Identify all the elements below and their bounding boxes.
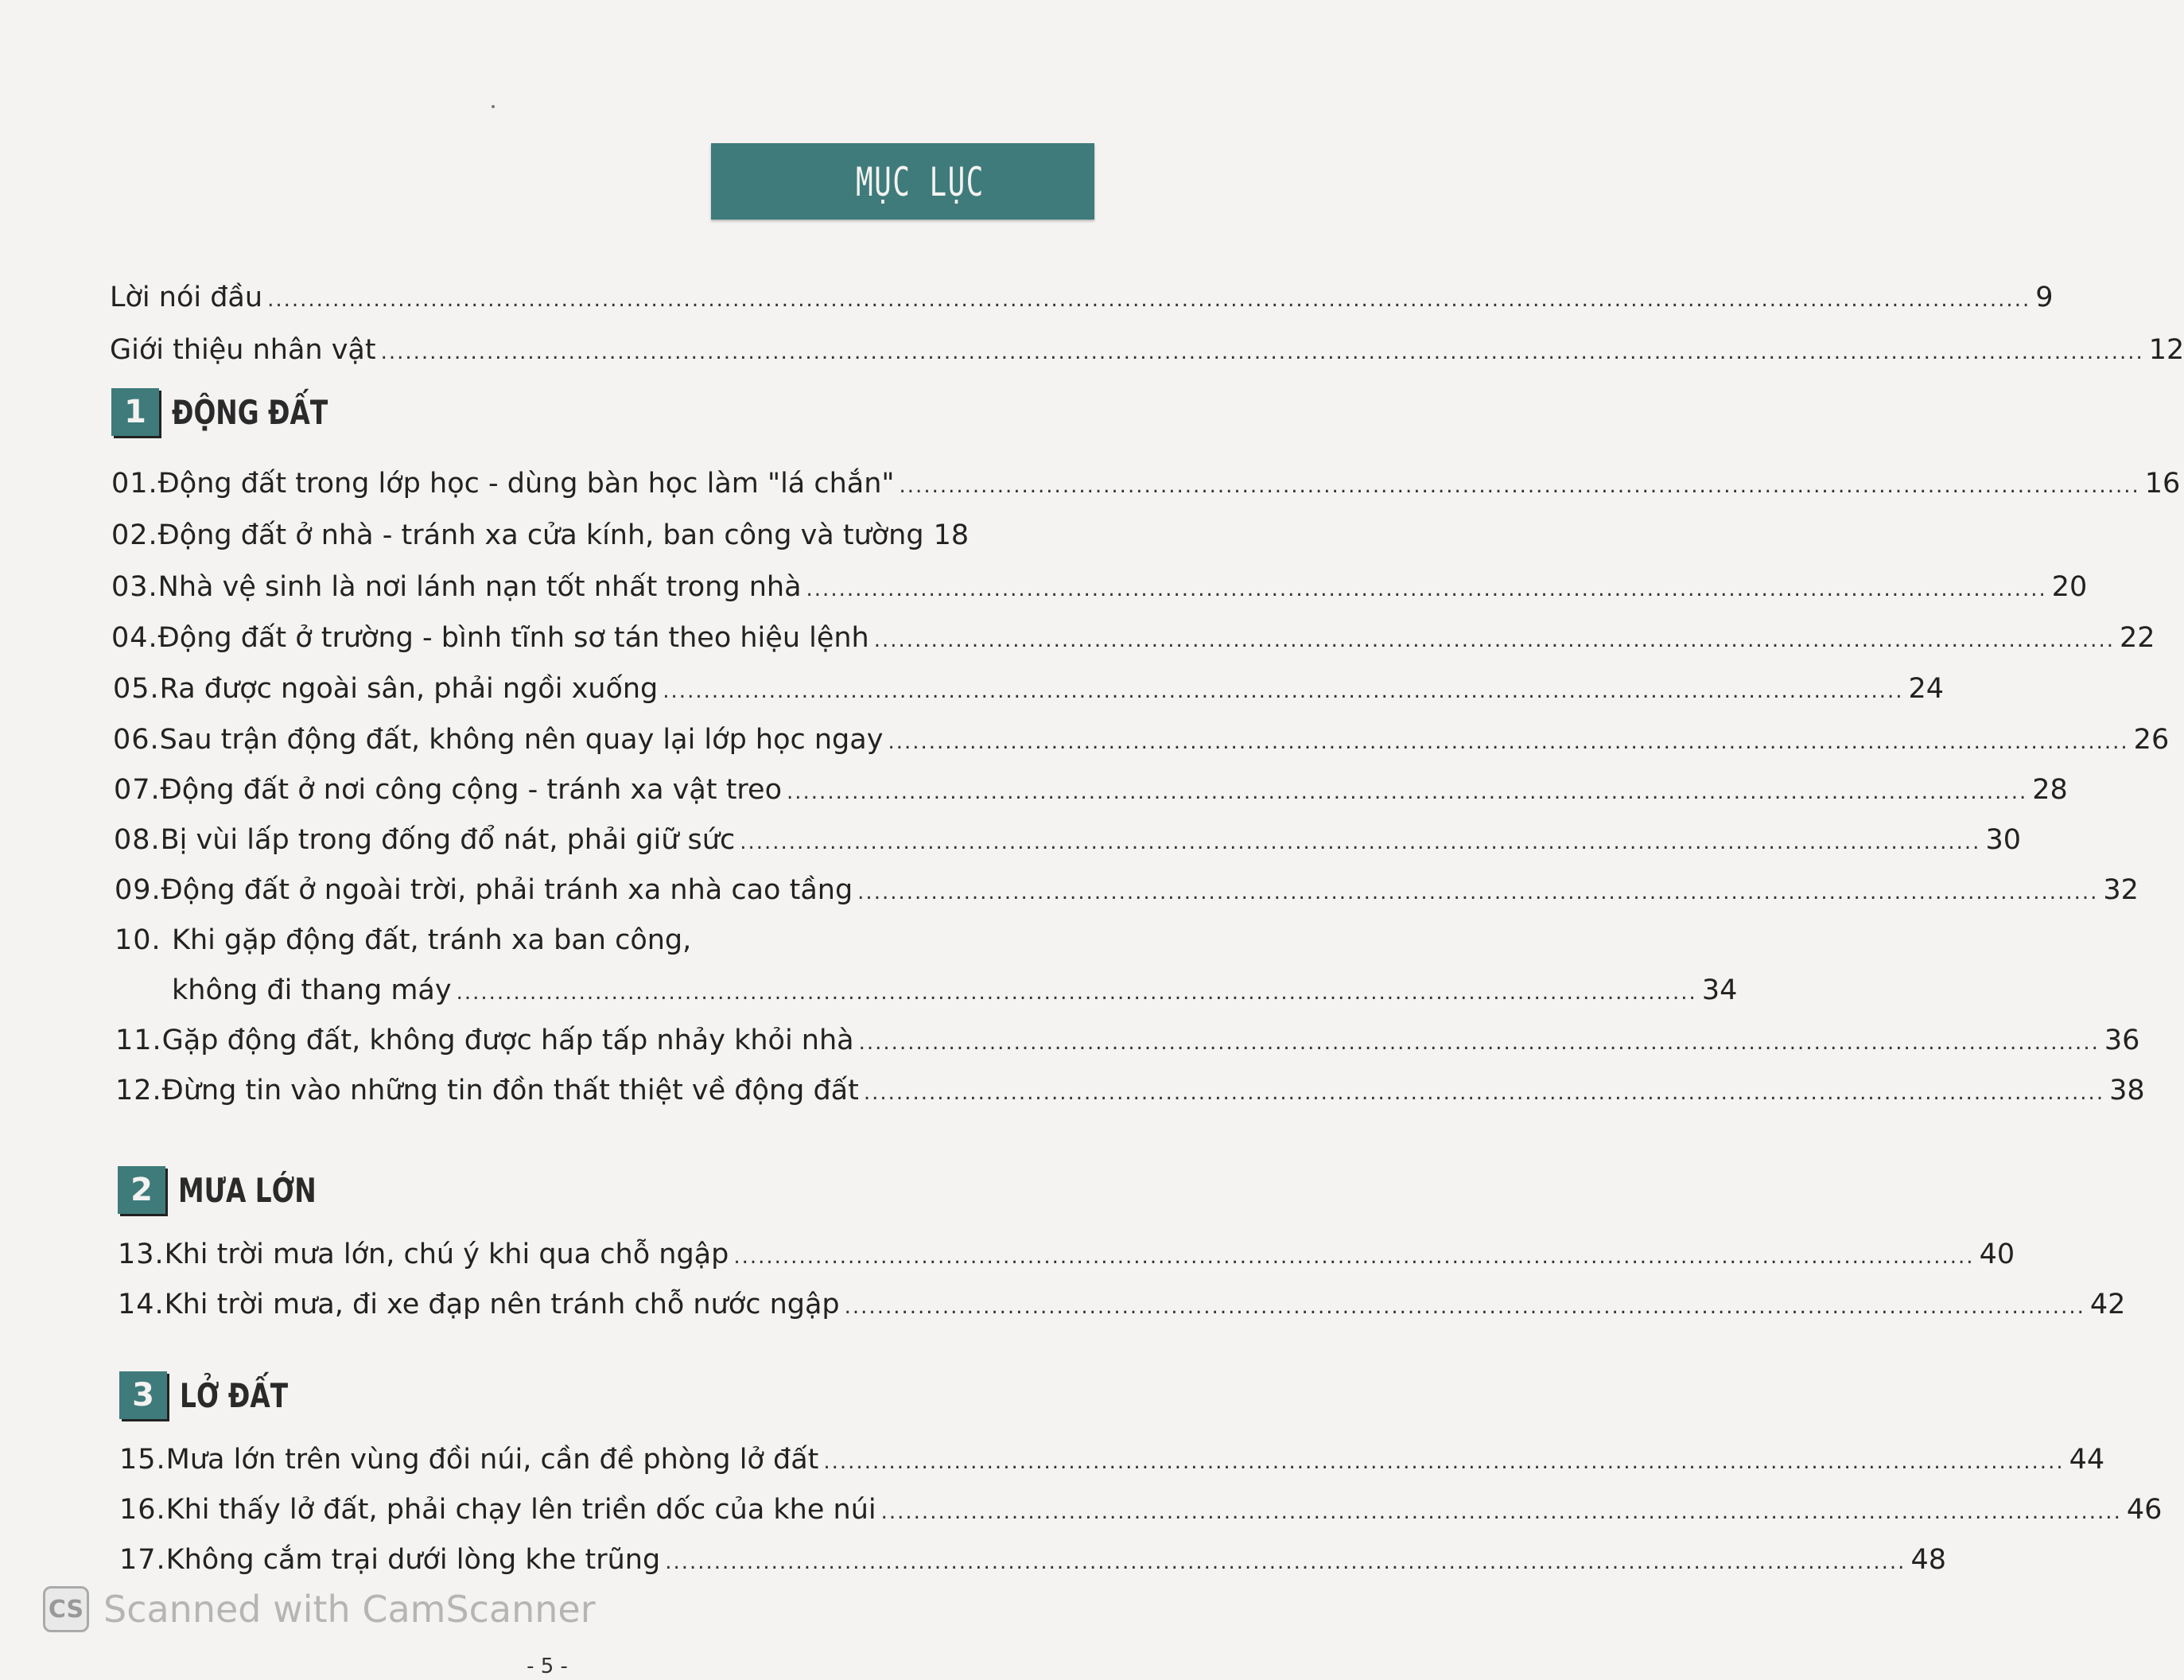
toc-entry-page: 9 [2035,282,2054,313]
leader-dots: ........................................................................................................................................................ [857,881,2099,904]
toc-entry-title: Động đất ở ngoài trời, phải tránh xa nhà cao tầng [161,874,853,906]
toc-entry [111,519,970,551]
toc-entry-preface [110,282,2054,313]
toc-entry-title: Động đất ở nhà - tránh xa cửa kính, ban công và tường [157,519,924,551]
section-number-badge: 1 [111,388,159,436]
leader-dots: ........................................................................................................................................................ [740,830,1981,854]
leader-dots: ........................................................................................................................................................ [733,1245,1975,1269]
toc-entry-number: 05. [113,673,160,705]
leader-dots: ........................................................................................................................................................ [663,679,1904,703]
toc-entry [111,622,2155,654]
toc-entry-page: 34 [1701,974,1738,1006]
section-number-badge: 2 [118,1166,165,1214]
toc-entry-page: 48 [1910,1544,1946,1576]
toc-entry-characters [110,334,2184,366]
toc-entry-number: 17. [119,1544,166,1576]
toc-entry-number: 06. [113,724,160,756]
leader-dots: ........................................................................................................................................................................................................................ [267,288,2031,312]
toc-entry-page: 16 [2144,468,2181,500]
toc-entry [111,468,2181,500]
toc-entry-title: Khi trời mưa, đi xe đạp nên tránh chỗ nước ngập [164,1289,840,1320]
section-heading-1 [111,388,372,436]
leader-dots: ........................................................................................................................................................ [880,1500,2122,1524]
toc-entry-page: 36 [2104,1025,2140,1056]
toc-entry [119,1544,1946,1576]
toc-entry-number: 09. [115,874,161,906]
toc-entry [115,874,2139,906]
toc-entry-title: Khi trời mưa lớn, chú ý khi qua chỗ ngập [164,1239,729,1270]
toc-entry-number: 15. [119,1444,166,1476]
toc-entry-multiline [115,924,948,956]
toc-entry-page: 12 [2148,334,2184,366]
toc-entry-page: 18 [933,519,970,551]
leader-dots: ........................................................................................................................................................ [787,780,2028,804]
toc-entry [119,1494,2163,1526]
toc-entry-page: 30 [1985,824,2021,856]
section-heading-3 [119,1371,318,1419]
leader-dots: ........................................................................................................................................................ [899,474,2140,498]
toc-entry-number: 10. [115,924,161,956]
header-band [711,143,1094,220]
toc-entry [115,1025,2140,1056]
toc-entry-title: Sau trận động đất, không nên quay lại lớp học ngay [159,724,884,756]
toc-entry-title: Nhà vệ sinh là nơi lánh nạn tốt nhất trong nhà [157,571,802,603]
watermark-text: Scanned with CamScanner [103,1588,596,1631]
toc-entry-title: Không cắm trại dưới lòng khe trũng [165,1544,661,1576]
toc-entry-title: Động đất trong lớp học - dùng bàn học làm "lá chắn" [157,468,895,500]
toc-entry [119,1444,2105,1476]
toc-entry [115,1075,2145,1106]
toc-entry-title: Mưa lớn trên vùng đồi núi, cần đề phòng lở đất [165,1444,819,1476]
camscanner-logo-icon: CS [43,1586,89,1632]
toc-entry-page: 24 [1908,673,1945,705]
toc-entry-number: 11. [115,1025,162,1056]
leader-dots: ........................................................................................................................................................ [888,730,2129,754]
toc-entry-number: 01. [111,468,158,500]
toc-entry-page: 46 [2126,1494,2163,1526]
leader-dots: ........................................................................................................................................................ [823,1450,2065,1474]
leader-dots: ........................................................................................................................................................................................................................ [380,340,2144,364]
leader-dots: ........................................................................................................................................................ [863,1081,2105,1105]
toc-entry-number: 12. [115,1075,162,1106]
toc-entry-page: 38 [2109,1075,2145,1106]
toc-entry-title: Khi thấy lở đất, phải chạy lên triền dốc của khe núi [165,1494,876,1526]
page-number: - 5 - [527,1655,568,1678]
leader-dots: ........................................................................................................................................................ [844,1295,2085,1319]
camscanner-watermark [43,1586,596,1632]
toc-entry-number: 16. [119,1494,166,1526]
dust-speck [492,105,495,108]
toc-entry [113,724,2170,756]
toc-entry-number: 13. [118,1239,165,1270]
toc-entry-title: Giới thiệu nhân vật [110,334,376,366]
toc-entry-title: Gặp động đất, không được hấp tấp nhảy khỏi nhà [161,1025,854,1056]
toc-entry [113,673,1945,705]
toc-entry-number: 08. [114,824,161,856]
leader-dots: ........................................................................................................................................................ [665,1550,1906,1574]
toc-entry-page: 22 [2119,622,2155,654]
page-title: MỤC LỤC [856,159,985,205]
toc-entry-number: 02. [111,519,158,551]
toc-entry-title: Ra được ngoài sân, phải ngồi xuống [159,673,659,705]
section-title: LỞ ĐẤT [180,1375,289,1415]
toc-entry [118,1239,2015,1270]
toc-entry-title: Động đất ở trường - bình tĩnh sơ tán theo hiệu lệnh [157,622,869,654]
toc-entry-number: 03. [111,571,158,603]
section-title: MƯA LỚN [178,1170,317,1210]
section-number-badge: 3 [119,1371,167,1419]
section-heading-2 [118,1166,356,1214]
toc-entry-continuation [172,974,1738,1006]
toc-entry-page: 28 [2032,774,2068,806]
toc-entry-page: 44 [2069,1444,2105,1476]
toc-entry-page: 20 [2051,571,2088,603]
toc-entry-number: 04. [111,622,158,654]
toc-entry-page: 40 [1979,1239,2015,1270]
toc-entry-title: Khi gặp động đất, tránh xa ban công, [172,924,692,956]
leader-dots: ........................................................................................................................................................ [456,981,1697,1005]
toc-entry [111,571,2088,603]
toc-entry-title: Lời nói đầu [110,282,263,313]
leader-dots: ........................................................................................................................................................ [806,578,2047,601]
toc-entry-title: Động đất ở nơi công cộng - tránh xa vật treo [160,774,782,806]
toc-entry-page: 42 [2089,1289,2126,1320]
toc-entry [114,774,2068,806]
leader-dots: ........................................................................................................................................................ [858,1031,2100,1055]
toc-entry [118,1289,2126,1320]
section-title: ĐỘNG ĐẤT [172,392,328,432]
toc-entry [114,824,2021,856]
leader-dots: ........................................................................................................................................................ [873,628,2115,652]
toc-entry-page: 32 [2103,874,2139,906]
toc-entry-number: 14. [118,1289,165,1320]
toc-entry-title-cont: không đi thang máy [172,974,452,1006]
toc-entry-number: 07. [114,774,161,806]
toc-entry-title: Đừng tin vào những tin đồn thất thiệt về động đất [161,1075,859,1106]
toc-entry-title: Bị vùi lấp trong đống đổ nát, phải giữ sức [160,824,736,856]
toc-entry-page: 26 [2133,724,2170,756]
